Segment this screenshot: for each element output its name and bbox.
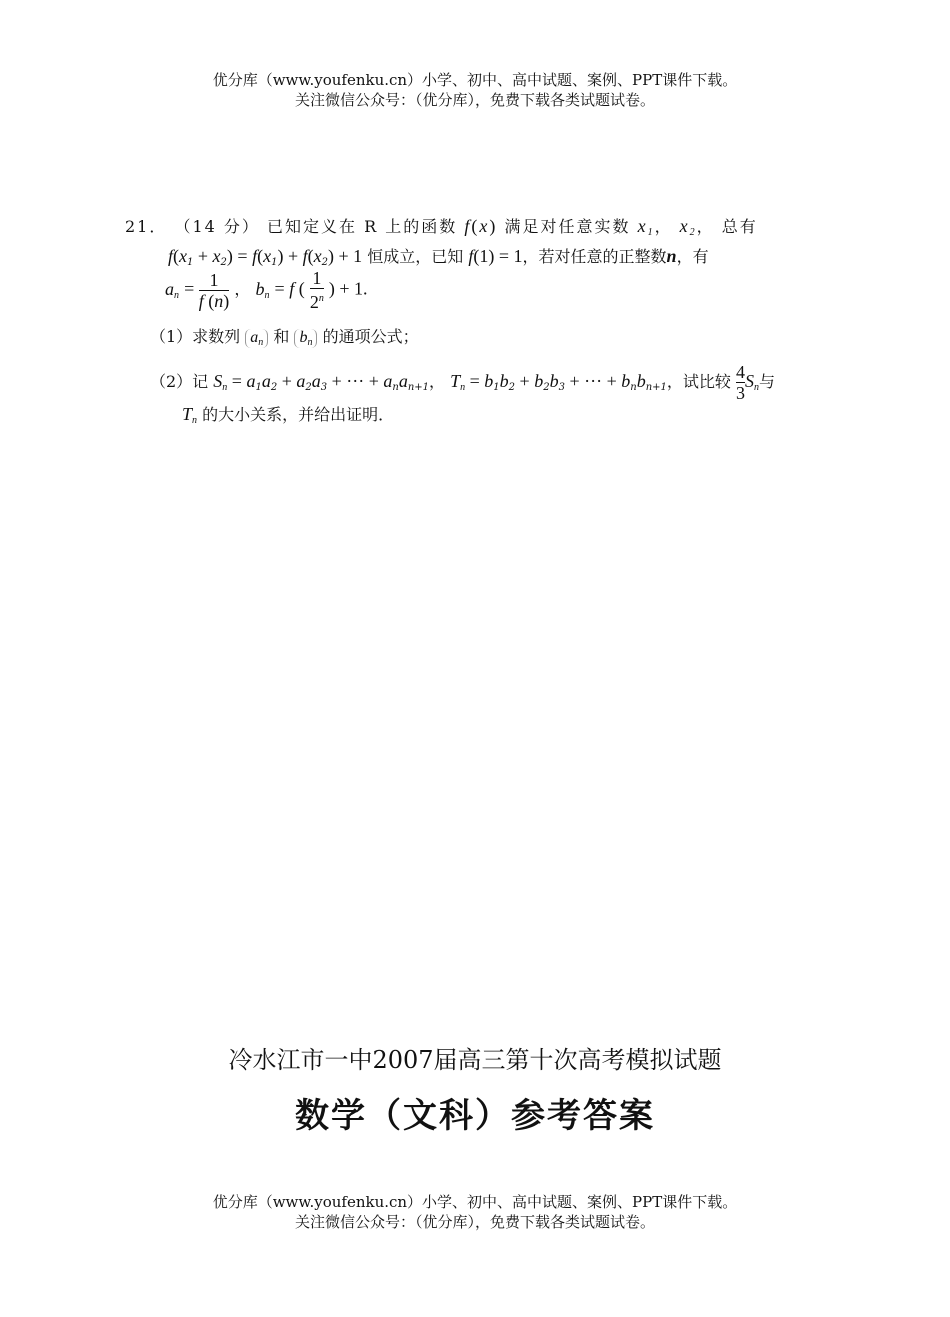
problem-points: （14 分）	[174, 217, 260, 236]
formula-functional-equation: f	[168, 246, 174, 266]
answer-title: 冷水江市一中2007届高三第十次高考模拟试题	[228, 1046, 722, 1074]
formula-sn-2: $S_n$	[745, 371, 759, 393]
formula-tn-2: $T_n$	[182, 404, 198, 426]
footer-line-1: 优分库（www.youfenku.cn）小学、初中、高中试题、案例、PPT课件下载。	[212, 1193, 738, 1211]
question-2: （2）记 $S_n = a_1a_2 + a_2a_3$ + ··· + $a_na_{n+1}$， $T_n = b_1b_2 + b_2b_3$ + ··· + $b_nb_{n+1}$，试比较 $\frac{4}{3}$ $S_n$与	[150, 362, 776, 403]
question-2-label: （2）记	[150, 372, 209, 391]
formula-tn: $T_n$	[450, 371, 466, 393]
fraction-bn: $\frac{1}{2^n}$	[309, 268, 324, 312]
problem-line-3: $a_n$ = $\frac{1}{f (n)}$ ， $b_n = f$ ( $\frac{1}{2^n}$ ) + 1.	[165, 268, 368, 312]
formula-n: n	[666, 246, 677, 266]
problem-stem-6: ，有	[676, 247, 709, 266]
sequence-an: $a_n$	[245, 329, 268, 348]
header-line-1: 优分库（www.youfenku.cn）小学、初中、高中试题、案例、PPT课件下载。	[212, 71, 738, 89]
formula-f1: f	[468, 246, 474, 266]
formula-an: $a_n$	[165, 278, 179, 301]
footer-watermark	[0, 1192, 950, 1232]
problem-line-1: 21． （14 分） 已知定义在 R 上的函数 f(x) 满足对任意实数 $x_1$， $x_2$， 总有	[125, 216, 758, 238]
sequence-bn: $b_n$	[294, 329, 317, 348]
problem-stem-4: 恒成立，已知	[367, 247, 464, 266]
question-2-compare: ，试比较	[666, 372, 731, 391]
formula-x1: $x_1$	[637, 216, 655, 238]
problem-line-2: $f(x_1 + x_2) = f(x_1) + f(x_2) + 1$ 恒成立，已知 f(1) = 1，若对任意的正整数n，有	[168, 246, 709, 268]
problem-stem-2: 满足对任意实数	[504, 217, 631, 236]
header-line-2: 关注微信公众号：（优分库），免费下载各类试题试卷。	[294, 91, 655, 109]
answer-subtitle: 数学（文科）参考答案	[295, 1096, 655, 1136]
problem-stem-1: 已知定义在 R 上的函数	[267, 217, 458, 236]
footer-line-2: 关注微信公众号：（优分库），免费下载各类试题试卷。	[294, 1213, 655, 1231]
problem-stem-3: 总有	[721, 217, 758, 236]
header-watermark	[0, 70, 950, 110]
question-1-tail: 的通项公式；	[322, 327, 419, 346]
fraction-four-thirds: $\frac{4}{3}$	[736, 362, 745, 403]
formula-sn: $S_n$	[213, 371, 228, 393]
formula-bn: $b_n$	[255, 278, 270, 301]
question-2-tail: 的大小关系，并给出证明．	[202, 405, 395, 424]
question-2-with: 与	[759, 372, 776, 391]
question-2-line-2	[182, 402, 394, 426]
formula-x2: $x_2$	[679, 216, 697, 238]
formula-fx: f	[464, 216, 472, 236]
question-1	[150, 324, 419, 348]
problem-stem-5: ，若对任意的正整数	[522, 247, 667, 266]
question-1-and: 和	[273, 327, 290, 346]
question-1-label: （1）求数列	[150, 327, 241, 346]
problem-number: 21．	[125, 217, 168, 236]
fraction-an: $\frac{1}{f (n)}$	[198, 269, 230, 311]
